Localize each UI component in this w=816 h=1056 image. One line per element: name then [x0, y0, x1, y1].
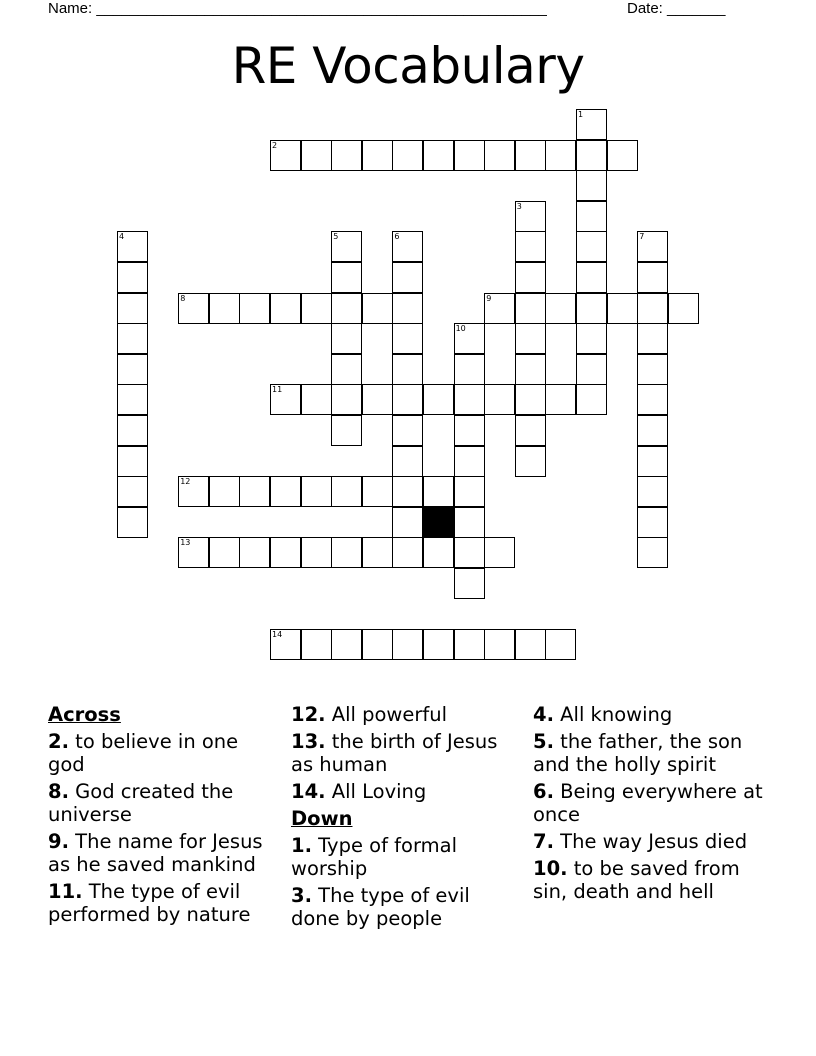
grid-cell[interactable] [545, 629, 576, 660]
grid-cell[interactable] [515, 262, 546, 293]
clue-item-text: Being everywhere at once [533, 780, 763, 826]
clue-item-text: The name for Jesus as he saved mankind [48, 830, 263, 876]
grid-cell[interactable] [331, 629, 362, 660]
grid-cell[interactable] [515, 384, 546, 415]
grid-cell[interactable] [637, 537, 668, 568]
grid-cell[interactable] [423, 537, 454, 568]
grid-cell[interactable] [392, 507, 423, 538]
grid-cell[interactable] [423, 140, 454, 171]
clues-column-1 [48, 703, 273, 930]
grid-cell[interactable] [454, 446, 485, 477]
grid-cell[interactable] [637, 384, 668, 415]
grid-cell[interactable] [454, 354, 485, 385]
grid-cell[interactable] [301, 293, 332, 324]
grid-cell[interactable] [423, 629, 454, 660]
grid-cell[interactable] [454, 537, 485, 568]
clue-item [291, 703, 516, 726]
grid-cell[interactable] [331, 140, 362, 171]
grid-cell[interactable] [178, 537, 209, 568]
grid-cell[interactable] [576, 354, 607, 385]
grid-cell[interactable] [331, 476, 362, 507]
grid-cell[interactable] [209, 537, 240, 568]
grid-cell[interactable] [454, 140, 485, 171]
grid-cell[interactable] [117, 293, 148, 324]
grid-cell[interactable] [484, 384, 515, 415]
grid-cell[interactable] [301, 140, 332, 171]
clue-number: 10 [455, 324, 466, 334]
clue-list-col3 [533, 703, 773, 903]
grid-cell[interactable] [331, 537, 362, 568]
clue-item-number: 2. [48, 730, 69, 753]
grid-cell[interactable] [515, 323, 546, 354]
grid-cell[interactable] [239, 293, 270, 324]
clue-item-text: God created the universe [48, 780, 234, 826]
grid-cell[interactable] [270, 384, 301, 415]
grid-cell[interactable] [637, 231, 668, 262]
grid-cell[interactable] [637, 354, 668, 385]
grid-cell[interactable] [209, 293, 240, 324]
clues-column-3 [533, 703, 773, 907]
grid-cell[interactable] [637, 446, 668, 477]
clue-item-number: 1. [291, 834, 312, 857]
clue-item [48, 830, 273, 876]
grid-cell[interactable] [239, 537, 270, 568]
grid-cell[interactable] [117, 415, 148, 446]
grid-cell[interactable] [515, 293, 546, 324]
grid-cell[interactable] [362, 384, 393, 415]
clue-item-number: 10. [533, 857, 568, 880]
clue-number: 2 [272, 140, 278, 150]
clue-number: 5 [333, 232, 339, 242]
clue-item-text: the birth of Jesus as human [291, 730, 498, 776]
clue-item [291, 780, 516, 803]
clue-item-text: Type of formal worship [291, 834, 457, 880]
grid-cell[interactable] [454, 323, 485, 354]
clue-list-col2-down [291, 834, 516, 930]
grid-cell[interactable] [454, 568, 485, 599]
grid-cell[interactable] [392, 262, 423, 293]
grid-cell[interactable] [637, 415, 668, 446]
clue-number: 1 [578, 110, 584, 119]
grid-cell[interactable] [637, 262, 668, 293]
grid-cell[interactable] [392, 537, 423, 568]
clue-item [48, 730, 273, 776]
grid-cell[interactable] [301, 537, 332, 568]
clue-item [533, 857, 773, 903]
across-heading: Across [48, 703, 121, 726]
grid-cell[interactable] [515, 354, 546, 385]
grid-cell[interactable] [117, 262, 148, 293]
grid-cell[interactable] [117, 384, 148, 415]
grid-cell[interactable] [362, 476, 393, 507]
grid-block [423, 507, 454, 538]
grid-cell[interactable] [362, 293, 393, 324]
down-heading: Down [291, 807, 353, 830]
clue-number: 7 [639, 232, 645, 242]
clue-item-number: 3. [291, 884, 312, 907]
grid-cell[interactable] [331, 384, 362, 415]
grid-cell[interactable] [515, 140, 546, 171]
grid-cell[interactable] [515, 446, 546, 477]
grid-cell[interactable] [392, 384, 423, 415]
grid-cell[interactable] [576, 201, 607, 232]
clue-number: 3 [516, 201, 522, 211]
grid-cell[interactable] [270, 629, 301, 660]
clue-item [533, 703, 773, 726]
grid-cell[interactable] [392, 323, 423, 354]
clue-number: 6 [394, 232, 400, 242]
grid-cell[interactable] [576, 231, 607, 262]
grid-cell[interactable] [117, 446, 148, 477]
grid-cell[interactable] [454, 384, 485, 415]
clue-item-number: 13. [291, 730, 326, 753]
grid-cell[interactable] [454, 507, 485, 538]
clue-item [291, 884, 516, 930]
clue-item-text: The way Jesus died [553, 830, 748, 853]
clue-item-text: to believe in one god [48, 730, 239, 776]
grid-cell[interactable] [668, 293, 699, 324]
grid-cell[interactable] [362, 629, 393, 660]
grid-cell[interactable] [209, 476, 240, 507]
clue-item-text: The type of evil done by people [291, 884, 470, 930]
grid-cell[interactable] [301, 629, 332, 660]
grid-cell[interactable] [576, 323, 607, 354]
grid-cell[interactable] [484, 537, 515, 568]
grid-cell[interactable] [423, 476, 454, 507]
clue-number: 9 [486, 293, 492, 303]
grid-cell[interactable] [637, 293, 668, 324]
clue-item [533, 730, 773, 776]
grid-cell[interactable] [331, 293, 362, 324]
clue-item-text: All Loving [325, 780, 427, 803]
grid-cell[interactable] [362, 140, 393, 171]
grid-cell[interactable] [576, 262, 607, 293]
grid-cell[interactable] [454, 476, 485, 507]
clue-item-number: 6. [533, 780, 554, 803]
grid-cell[interactable] [576, 140, 607, 171]
clue-list-col2-across [291, 703, 516, 803]
clue-item-number: 7. [533, 830, 554, 853]
grid-cell[interactable] [576, 170, 607, 201]
clue-item-number: 14. [291, 780, 326, 803]
grid-cell[interactable] [484, 140, 515, 171]
grid-cell[interactable] [515, 231, 546, 262]
grid-cell[interactable] [545, 384, 576, 415]
clue-number: 8 [180, 293, 186, 303]
grid-cell[interactable] [576, 293, 607, 324]
clue-number: 4 [119, 232, 125, 242]
clue-number: 14 [272, 630, 283, 640]
clue-item-text: to be saved from sin, death and hell [533, 857, 740, 903]
grid-cell[interactable] [301, 476, 332, 507]
grid-cell[interactable] [362, 537, 393, 568]
grid-cell[interactable] [392, 293, 423, 324]
grid-cell[interactable] [576, 109, 607, 140]
clue-item-number: 12. [291, 703, 326, 726]
grid-cell[interactable] [331, 231, 362, 262]
grid-cell[interactable] [392, 446, 423, 477]
grid-cell[interactable] [392, 476, 423, 507]
grid-cell[interactable] [423, 384, 454, 415]
grid-cell[interactable] [117, 354, 148, 385]
clue-item-number: 5. [533, 730, 554, 753]
clue-item-text: All powerful [325, 703, 448, 726]
grid-cell[interactable] [117, 323, 148, 354]
date-field-label: Date: _______ [627, 0, 726, 17]
grid-cell[interactable] [270, 476, 301, 507]
grid-cell[interactable] [484, 293, 515, 324]
clue-number: 13 [180, 538, 191, 548]
name-field-label: Name: ______________________________________________________ [48, 0, 547, 17]
grid-cell[interactable] [576, 384, 607, 415]
grid-cell[interactable] [637, 507, 668, 538]
grid-cell[interactable] [545, 293, 576, 324]
grid-cell[interactable] [515, 629, 546, 660]
clue-item [533, 780, 773, 826]
grid-cell[interactable] [607, 293, 638, 324]
clue-item-number: 9. [48, 830, 69, 853]
clue-item-number: 8. [48, 780, 69, 803]
grid-cell[interactable] [270, 293, 301, 324]
grid-cell[interactable] [239, 476, 270, 507]
grid-cell[interactable] [117, 507, 148, 538]
clue-number: 11 [272, 385, 283, 395]
clue-item-text: The type of evil performed by nature [48, 880, 251, 926]
clue-item [533, 830, 773, 853]
grid-cell[interactable] [331, 262, 362, 293]
grid-cell[interactable] [637, 476, 668, 507]
grid-cell[interactable] [454, 415, 485, 446]
grid-cell[interactable] [545, 140, 576, 171]
grid-cell[interactable] [515, 415, 546, 446]
clue-item-number: 4. [533, 703, 554, 726]
grid-cell[interactable] [331, 354, 362, 385]
clue-item-number: 11. [48, 880, 83, 903]
grid-cell[interactable] [178, 293, 209, 324]
clue-item [48, 880, 273, 926]
grid-cell[interactable] [392, 415, 423, 446]
grid-cell[interactable] [331, 415, 362, 446]
grid-cell[interactable] [117, 476, 148, 507]
grid-cell[interactable] [515, 201, 546, 232]
grid-cell[interactable] [392, 140, 423, 171]
grid-cell[interactable] [607, 140, 638, 171]
grid-cell[interactable] [331, 323, 362, 354]
clue-item [291, 834, 516, 880]
grid-cell[interactable] [117, 231, 148, 262]
grid-cell[interactable] [392, 629, 423, 660]
grid-cell[interactable] [178, 476, 209, 507]
grid-cell[interactable] [454, 629, 485, 660]
clue-item-text: All knowing [553, 703, 673, 726]
clue-item-text: the father, the son and the holly spirit [533, 730, 743, 776]
grid-cell[interactable] [270, 537, 301, 568]
clue-number: 12 [180, 477, 191, 487]
grid-cell[interactable] [484, 629, 515, 660]
clue-item [48, 780, 273, 826]
grid-cell[interactable] [301, 384, 332, 415]
clue-list-col1 [48, 730, 273, 926]
grid-cell[interactable] [270, 140, 301, 171]
clue-item [291, 730, 516, 776]
page-title: RE Vocabulary [231, 37, 585, 95]
grid-cell[interactable] [637, 323, 668, 354]
clues-column-2 [291, 703, 516, 934]
grid-cell[interactable] [392, 231, 423, 262]
grid-cell[interactable] [392, 354, 423, 385]
